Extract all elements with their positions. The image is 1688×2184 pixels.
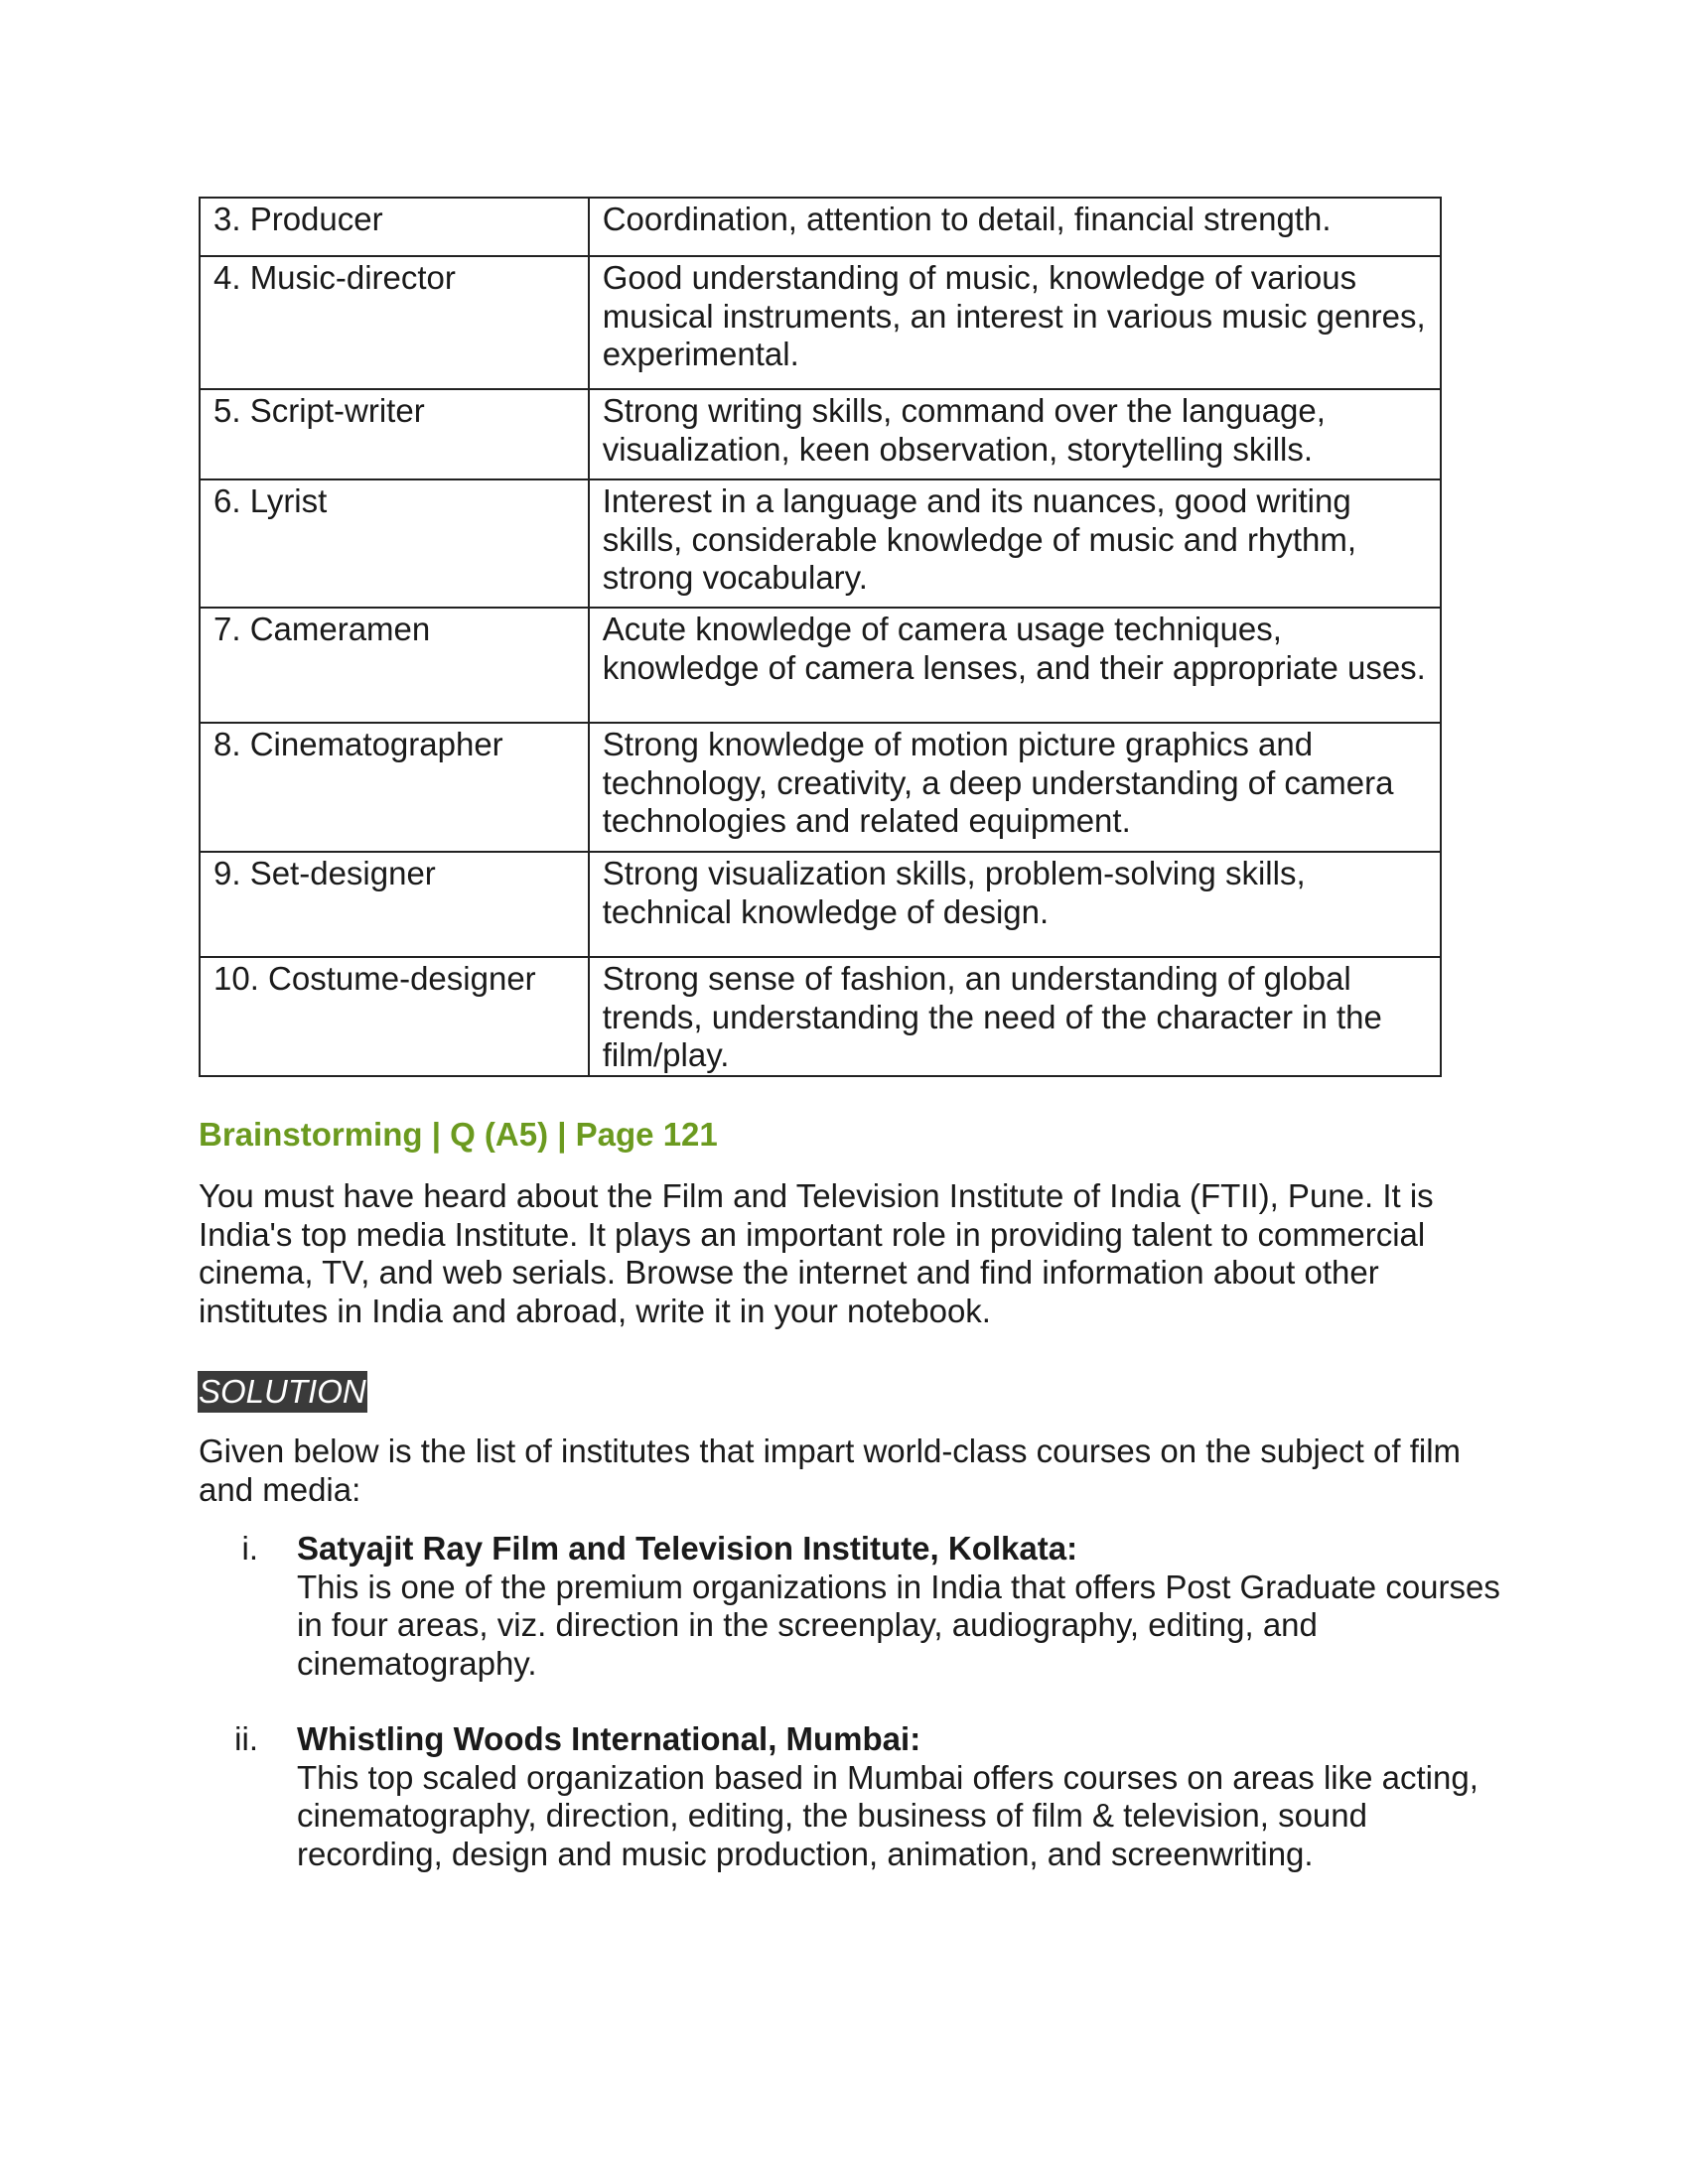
institute-name: Whistling Woods International, Mumbai:	[297, 1720, 921, 1757]
table-row	[200, 957, 1441, 1076]
table-row	[200, 723, 1441, 852]
role-cell: 7. Cameramen	[200, 608, 589, 723]
institute-description: This is one of the premium organizations in India that offers Post Graduate courses in four areas, viz. direction in the screenplay, audiography, editing, and cinematography.	[297, 1568, 1500, 1682]
skills-cell: Acute knowledge of camera usage techniques, knowledge of camera lenses, and their appropriate uses.	[589, 608, 1441, 723]
skills-cell: Strong visualization skills, problem-solving skills, technical knowledge of design.	[589, 852, 1441, 957]
role-cell: 8. Cinematographer	[200, 723, 589, 852]
institute-name: Satyajit Ray Film and Television Institute, Kolkata:	[297, 1530, 1078, 1567]
table-row	[200, 256, 1441, 389]
skills-cell: Strong knowledge of motion picture graphics and technology, creativity, a deep understanding of camera technologies and related equipment.	[589, 723, 1441, 852]
table-row	[200, 198, 1441, 256]
table-row	[200, 479, 1441, 608]
skills-cell: Strong writing skills, command over the language, visualization, keen observation, storytelling skills.	[589, 389, 1441, 479]
skills-cell: Good understanding of music, knowledge of various musical instruments, an interest in various music genres, experimental.	[589, 256, 1441, 389]
table-row	[200, 389, 1441, 479]
role-cell: 5. Script-writer	[200, 389, 589, 479]
list-item	[199, 1530, 1509, 1683]
table-row	[200, 852, 1441, 957]
list-item-number: i.	[241, 1530, 258, 1567]
skills-cell: Strong sense of fashion, an understanding of global trends, understanding the need of the character in the film/play.	[589, 957, 1441, 1076]
solution-label: SOLUTION	[198, 1371, 367, 1413]
institute-description: This top scaled organization based in Mumbai offers courses on areas like acting, cinematography, direction, editing, the business of film & television, sound recording, design and music production, animation, and screenwriting.	[297, 1758, 1478, 1872]
role-cell: 10. Costume-designer	[200, 957, 589, 1076]
role-cell: 6. Lyrist	[200, 479, 589, 608]
table-row	[200, 608, 1441, 723]
role-cell: 4. Music-director	[200, 256, 589, 389]
section-heading: Brainstorming | Q (A5) | Page 121	[199, 1116, 718, 1153]
question-text: You must have heard about the Film and Television Institute of India (FTII), Pune. It is India's top media Institute. It plays an important role in providing talent to commercial cinema, TV, and web serials. Browse the internet and find information about other institutes in India and abroad, write it in your notebook.	[199, 1177, 1434, 1329]
role-cell: 9. Set-designer	[200, 852, 589, 957]
skills-cell: Interest in a language and its nuances, good writing skills, considerable knowledge of music and rhythm, strong vocabulary.	[589, 479, 1441, 608]
roles-skills-table	[199, 197, 1442, 1077]
role-cell: 3. Producer	[200, 198, 589, 256]
list-item	[199, 1720, 1509, 1873]
skills-cell: Coordination, attention to detail, financial strength.	[589, 198, 1441, 256]
list-item-number: ii.	[234, 1720, 258, 1757]
solution-intro: Given below is the list of institutes that impart world-class courses on the subject of film and media:	[199, 1433, 1462, 1508]
